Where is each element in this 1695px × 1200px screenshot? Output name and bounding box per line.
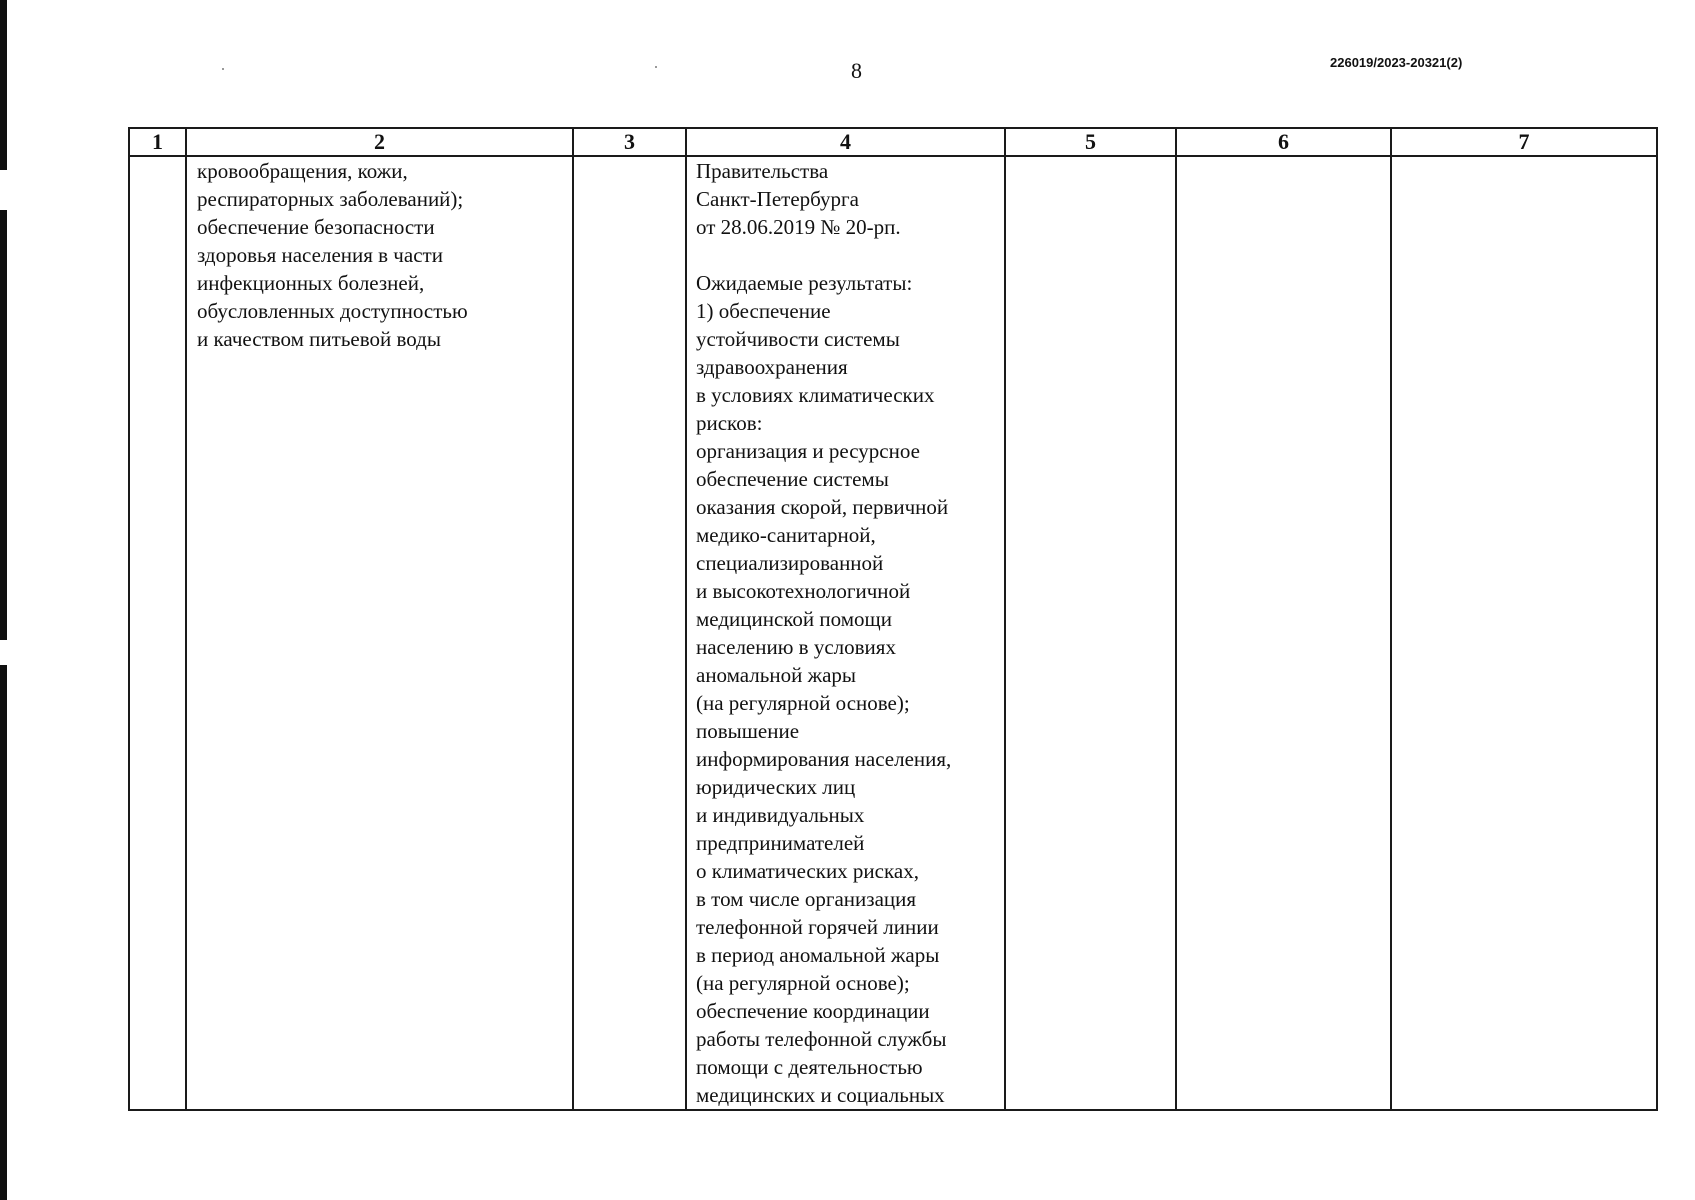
column-header-3: 3 — [573, 128, 686, 156]
cell-col-1 — [129, 156, 186, 1110]
column-header-7: 7 — [1391, 128, 1657, 156]
document-table — [128, 127, 1658, 1111]
scan-speck — [655, 66, 657, 68]
column-header-5: 5 — [1005, 128, 1176, 156]
cell-col-3 — [573, 156, 686, 1110]
page-number: 8 — [851, 58, 862, 83]
column-header-6: 6 — [1176, 128, 1391, 156]
cell-col-2 — [186, 156, 573, 1110]
column-header-2: 2 — [186, 128, 573, 156]
scan-edge-gap — [0, 640, 7, 665]
cell-col-2-text: кровообращения, кожи, респираторных заболеваний); обеспечение безопасности здоровья населения в части инфекционных болезней, обусловленных доступностью и качеством питьевой воды — [197, 159, 468, 351]
cell-col-4 — [686, 156, 1005, 1110]
scan-edge-gap — [0, 170, 7, 210]
table-row — [129, 156, 1657, 1110]
cell-col-5 — [1005, 156, 1176, 1110]
column-header-4: 4 — [686, 128, 1005, 156]
cell-col-6 — [1176, 156, 1391, 1110]
scan-speck — [222, 68, 224, 70]
table-header-row — [129, 128, 1657, 156]
cell-col-7 — [1391, 156, 1657, 1110]
cell-col-4-text: Правительства Санкт-Петербурга от 28.06.2019 № 20-рп. Ожидаемые результаты: 1) обеспечение устойчивости системы здравоохранения в условиях климатических рисков: организация и ресурсное обеспечение системы оказания скорой, первичной медико-санитарной, специализированной и высокотехнологичной медицинской помощи населению в условиях аномальной жары (на регулярной основе); повышение информирования населения, юридических лиц и индивидуальных предпринимателей о климатических рисках, в том числе организация телефонной горячей линии в период аномальной жары (на регулярной основе); обеспечение координации работы телефонной службы помощи с деятельностью медицинских и социальных — [696, 159, 952, 1107]
column-header-1: 1 — [129, 128, 186, 156]
document-code: 226019/2023-20321(2) — [1330, 55, 1463, 70]
